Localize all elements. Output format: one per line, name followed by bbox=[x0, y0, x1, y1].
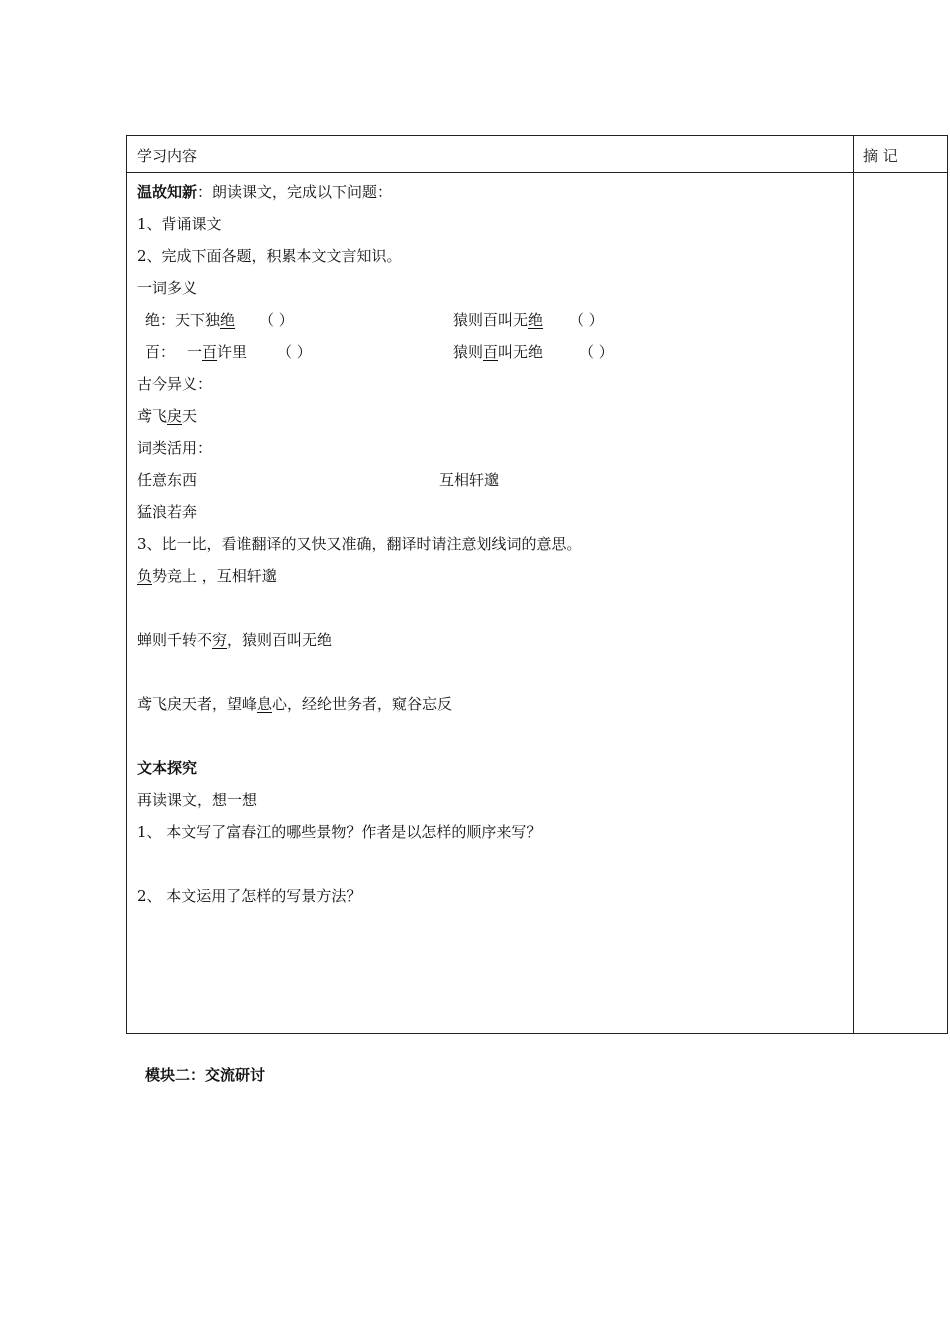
bai-ex2-underlined: 百 bbox=[483, 343, 499, 361]
review-item-3: 3、比一比，看谁翻译的又快又准确，翻译时请注意划线词的意思。 bbox=[137, 535, 582, 553]
bai-label: 百： bbox=[145, 343, 176, 361]
ancient-pre: 鸢飞 bbox=[137, 407, 168, 425]
explore-intro: 再读课文，想一想 bbox=[137, 791, 258, 809]
s3-pre: 鸢飞戾天者，望峰 bbox=[137, 695, 258, 713]
content-column-header: 学习内容 bbox=[137, 147, 198, 165]
jue-ex1-text: 天下独 bbox=[175, 311, 221, 329]
translate-sentence-1 bbox=[137, 566, 277, 586]
s1-rest: 势竞上 ，互相轩邈 bbox=[152, 567, 277, 585]
bai-ex1-pre: 一 bbox=[187, 343, 203, 361]
jue-example-2 bbox=[453, 310, 543, 330]
word-class-title: 词类活用： bbox=[137, 439, 213, 457]
explore-heading: 文本探究 bbox=[137, 759, 198, 777]
bai-ex1-post: 许里 bbox=[217, 343, 248, 361]
bai-example-2 bbox=[453, 342, 543, 362]
jue-ex2-text: 猿则百叫无 bbox=[453, 311, 529, 329]
jue-ex2-underlined: 绝 bbox=[528, 311, 544, 329]
explore-question-2: 2、 本文运用了怎样的写景方法？ bbox=[137, 887, 362, 905]
ancient-modern-title: 古今异义： bbox=[137, 375, 213, 393]
header-divider bbox=[127, 172, 947, 173]
word-class-example-1: 任意东西 bbox=[137, 471, 198, 489]
s2-pre: 蝉则千转不 bbox=[137, 631, 213, 649]
module-2-heading: 模块二：交流研讨 bbox=[145, 1066, 266, 1084]
column-divider bbox=[853, 136, 854, 1033]
review-item-1: 1、背诵课文 bbox=[137, 215, 222, 233]
s3-underlined: 息 bbox=[257, 695, 273, 713]
jue-ex1-blank: （ ） bbox=[259, 311, 294, 329]
ancient-post: 天 bbox=[182, 407, 198, 425]
polysemy-title: 一词多义 bbox=[137, 279, 198, 297]
explore-question-1: 1、 本文写了富春江的哪些景物？作者是以怎样的顺序来写？ bbox=[137, 823, 542, 841]
s3-post: 心，经纶世务者，窥谷忘反 bbox=[272, 695, 453, 713]
notes-column-header: 摘 记 bbox=[863, 147, 898, 165]
translate-sentence-3 bbox=[137, 694, 452, 714]
bai-ex2-blank: （ ） bbox=[579, 343, 614, 361]
review-heading-line bbox=[137, 182, 392, 202]
review-item-2: 2、完成下面各题，积累本文文言知识。 bbox=[137, 247, 402, 265]
s2-post: ，猿则百叫无绝 bbox=[227, 631, 333, 649]
jue-label: 绝： bbox=[145, 311, 176, 329]
jue-ex2-blank: （ ） bbox=[569, 311, 604, 329]
review-heading-rest: ：朗读课文，完成以下问题： bbox=[197, 183, 393, 201]
translate-sentence-2 bbox=[137, 630, 332, 650]
s1-underlined: 负 bbox=[137, 567, 153, 585]
bai-ex1-blank: （ ） bbox=[277, 343, 312, 361]
s2-underlined: 穷 bbox=[212, 631, 228, 649]
bai-ex2-post: 叫无绝 bbox=[498, 343, 544, 361]
jue-ex1-underlined: 绝 bbox=[220, 311, 236, 329]
review-heading: 温故知新 bbox=[137, 183, 198, 201]
jue-example-1 bbox=[145, 310, 235, 330]
bai-example-1 bbox=[187, 342, 247, 362]
ancient-underlined: 戾 bbox=[167, 407, 183, 425]
word-class-example-2: 互相轩邈 bbox=[439, 471, 500, 489]
bai-ex1-underlined: 百 bbox=[202, 343, 218, 361]
bai-ex2-pre: 猿则 bbox=[453, 343, 484, 361]
ancient-modern-example bbox=[137, 406, 197, 426]
word-class-example-3: 猛浪若奔 bbox=[137, 503, 198, 521]
study-table bbox=[126, 135, 948, 1034]
